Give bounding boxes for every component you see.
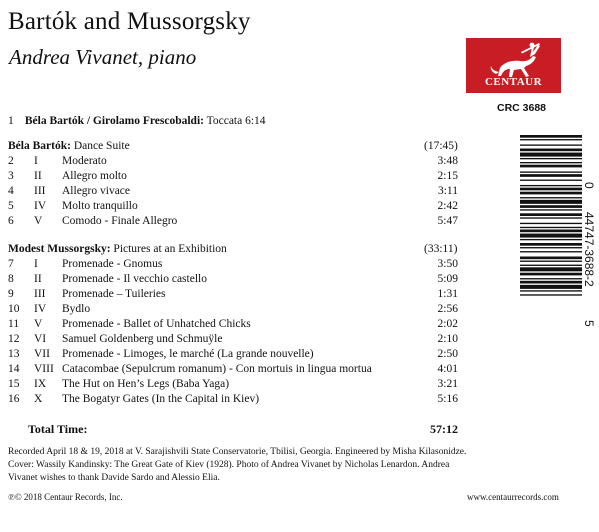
track-row (8, 200, 458, 215)
barcode-bar (520, 180, 582, 181)
movement-name: Samuel Goldenberg und Schmuÿle (62, 333, 223, 345)
work-duration: (17:45) (424, 140, 458, 152)
barcode-bar (520, 243, 582, 246)
total-label: Total Time: (28, 422, 88, 436)
track-row (8, 288, 458, 303)
track-number: 11 (8, 318, 20, 330)
barcode-bar (520, 257, 582, 260)
barcode-bar (520, 247, 582, 248)
track-number: 6 (8, 215, 14, 227)
track-time: 5:47 (437, 215, 458, 227)
barcode-digit: 0 (582, 182, 596, 189)
credits (8, 446, 578, 486)
barcode-bar (520, 265, 582, 266)
movement-number: VII (34, 348, 50, 360)
track-number: 12 (8, 333, 20, 345)
track-row (8, 170, 458, 185)
barcode-bar (520, 227, 582, 228)
barcode-bar (520, 144, 582, 145)
barcode (520, 135, 582, 345)
track-time: 2:56 (437, 303, 458, 315)
movement-name: The Bogatyr Gates (In the Capital in Kiev) (62, 393, 260, 405)
movement-number: II (34, 170, 42, 182)
barcode-bar (520, 139, 582, 140)
track-number: 4 (8, 185, 14, 197)
work-name: Toccata 6:14 (206, 115, 266, 127)
track-number: 14 (8, 363, 20, 375)
track-number: 9 (8, 288, 14, 300)
track-row (8, 318, 458, 333)
credits-line: Vivanet wishes to thank Davide Sardo and Alessio Elia. (8, 473, 220, 484)
label-name: CENTAUR (484, 76, 543, 88)
barcode-bar (520, 281, 582, 284)
movement-name: Moderato (62, 155, 107, 167)
barcode-bar (520, 290, 582, 291)
track-row (8, 378, 458, 393)
total-value: 57:12 (430, 422, 458, 436)
track-time: 2:15 (437, 170, 458, 182)
track-number: 3 (8, 170, 14, 182)
section-header (8, 243, 458, 255)
work-name: Pictures at an Exhibition (113, 243, 227, 255)
composer-name: Béla Bartók / Girolamo Frescobaldi: (24, 115, 204, 127)
credits-line: Cover: Wassily Kandinsky: The Great Gate of Kiev (1928). Photo of Andrea Vivanet by Nicholas Lenardon. Andrea (8, 460, 450, 471)
barcode-bar (520, 273, 582, 276)
barcode-bar (520, 158, 582, 159)
track-time: 5:16 (437, 393, 458, 405)
movement-name: Allegro vivace (62, 185, 131, 197)
barcode-bar (520, 174, 582, 177)
track-row (8, 273, 458, 288)
movement-number: V (34, 215, 43, 227)
movement-number: I (34, 155, 38, 167)
track-time: 4:01 (437, 363, 458, 375)
composer-name: Modest Mussorgsky: (8, 243, 111, 255)
barcode-bar (520, 149, 582, 152)
movement-name: The Hut on Hen’s Legs (Baba Yaga) (62, 378, 230, 390)
track-time: 2:02 (437, 318, 458, 330)
barcode-bar (520, 200, 582, 204)
website: www.centaurrecords.com (467, 492, 559, 502)
barcode-bar (520, 234, 582, 238)
track-number: 8 (8, 273, 14, 285)
track-number: 2 (8, 155, 14, 167)
track-number: 15 (8, 378, 20, 390)
track-row (8, 363, 458, 378)
track-row (8, 348, 458, 363)
movement-name: Comodo - Finale Allegro (62, 215, 178, 227)
movement-name: Promenade - Ballet of Unhatched Chicks (62, 318, 251, 330)
barcode-bar (520, 171, 582, 172)
track-time: 2:50 (437, 348, 458, 360)
barcode-bar (520, 217, 582, 218)
track-time: 3:48 (437, 155, 458, 167)
performer: Andrea Vivanet, piano (9, 45, 197, 69)
movement-number: VIII (34, 363, 54, 375)
movement-number: IV (34, 200, 47, 212)
barcode-bar (520, 278, 582, 279)
track-time: 1:31 (437, 288, 458, 300)
barcode-bar (520, 153, 582, 157)
movement-name: Catacombae (Sepulcrum romanum) - Con mortuis in lingua mortua (62, 363, 372, 375)
barcode-bar (520, 162, 582, 163)
barcode-bar (520, 205, 582, 208)
track-time: 2:10 (437, 333, 458, 345)
barcode-bar (520, 188, 582, 191)
movement-name: Molto tranquillo (62, 200, 138, 212)
catalog-number: CRC 3688 (497, 102, 547, 114)
movement-name: Bydlo (62, 303, 91, 315)
barcode-bar (520, 213, 582, 216)
track-number: 13 (8, 348, 20, 360)
movement-number: II (34, 273, 42, 285)
track-row (8, 215, 458, 230)
copyright: ℗© 2018 Centaur Records, Inc. (8, 492, 123, 502)
track-time: 3:11 (437, 185, 458, 197)
track-number: 7 (8, 258, 14, 270)
barcode-digit: 5 (582, 320, 596, 327)
movement-name: Promenade - Il vecchio castello (62, 273, 207, 285)
track-row (8, 393, 458, 408)
barcode-bar (520, 209, 582, 210)
barcode-bar (520, 165, 582, 168)
barcode-bar (520, 185, 582, 186)
barcode-bar (520, 197, 582, 198)
track-time: 2:42 (437, 200, 458, 212)
barcode-bar (520, 230, 582, 233)
movement-name: Promenade - Gnomus (62, 258, 163, 270)
barcode-bar (520, 267, 582, 271)
barcode-bar (520, 285, 582, 289)
movement-number: IV (34, 303, 47, 315)
track-time: 3:50 (437, 258, 458, 270)
track-number: 5 (8, 200, 14, 212)
track-row (8, 258, 458, 273)
work-name: Dance Suite (73, 140, 130, 152)
section-header (8, 140, 458, 152)
movement-number: IX (34, 378, 47, 390)
album-title: Bartók and Mussorgsky (8, 8, 251, 35)
barcode-bar (520, 251, 582, 252)
movement-number: III (34, 185, 46, 197)
movement-name: Promenade - Limoges, le marché (La grande nouvelle) (62, 348, 314, 360)
track-number: 16 (8, 393, 20, 405)
track-time: 5:09 (437, 273, 458, 285)
total-time (28, 422, 458, 437)
track-number: 1 (8, 115, 14, 127)
credits-line: Recorded April 18 & 19, 2018 at V. Sarajishvili State Conservatorie, Tbilisi, Georgia. Engineered by Misha Kilasonidze. (8, 447, 467, 457)
movement-number: V (34, 318, 43, 330)
barcode-digit: 44747-3688-2 (582, 212, 596, 287)
track-row (8, 155, 458, 170)
movement-name: Promenade – Tuileries (62, 288, 166, 300)
movement-number: III (34, 288, 46, 300)
barcode-bar (520, 261, 582, 262)
movement-number: VI (34, 333, 47, 345)
movement-name: Allegro molto (62, 170, 127, 182)
barcode-bar (520, 223, 582, 224)
movement-number: X (34, 393, 43, 405)
barcode-bar (520, 239, 582, 240)
centaur-logo (466, 38, 561, 93)
track-row (8, 333, 458, 348)
track-time: 3:21 (437, 378, 458, 390)
barcode-bar (520, 135, 582, 138)
track-number: 10 (8, 303, 20, 315)
track-row (8, 303, 458, 318)
barcode-bar (520, 192, 582, 195)
work-duration: (33:11) (424, 243, 458, 255)
track-row (8, 115, 266, 127)
barcode-bar (520, 294, 582, 295)
movement-number: I (34, 258, 38, 270)
composer-name: Béla Bartók: (8, 140, 71, 152)
track-row (8, 185, 458, 200)
